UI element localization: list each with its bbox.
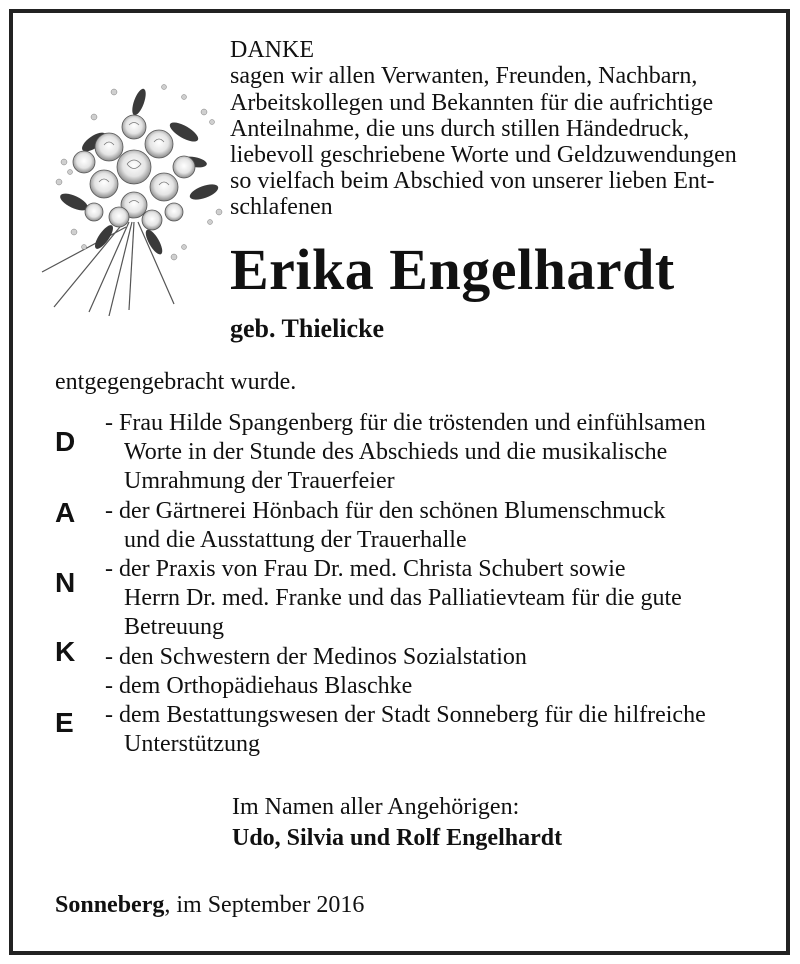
intro-line: schlafenen [230, 194, 333, 220]
continuation-text: entgegengebracht wurde. [55, 369, 297, 395]
signature-names: Udo, Silvia und Rolf Engelhardt [232, 825, 563, 851]
acrostic-letter-n: N [55, 567, 76, 598]
intro-line: liebevoll geschriebene Worte und Geldzuwendungen [230, 142, 737, 168]
intro-heading: DANKE [230, 37, 314, 63]
thanks-line: Herrn Dr. med. Franke und das Palliatievteam für die gute [124, 585, 682, 611]
thanks-line: Worte in der Stunde des Abschieds und die musikalische [124, 439, 668, 465]
acrostic-letter-k: K [55, 636, 76, 667]
acrostic-letter-e: E [55, 707, 74, 738]
thanks-line: - Frau Hilde Spangenberg für die tröstenden und einfühlsamen [105, 410, 706, 436]
thanks-line: Betreuung [124, 614, 224, 640]
thanks-line: - dem Bestattungswesen der Stadt Sonneberg für die hilfreiche [105, 702, 706, 728]
thanks-line: - der Praxis von Frau Dr. med. Christa Schubert sowie [105, 556, 626, 582]
thanks-line: - dem Orthopädiehaus Blaschke [105, 673, 413, 699]
thanks-line: und die Ausstattung der Trauerhalle [124, 527, 467, 553]
thanks-line: - der Gärtnerei Hönbach für den schönen Blumenschmuck [105, 498, 666, 524]
intro-line: Anteilnahme, die uns durch stillen Händedruck, [230, 116, 690, 142]
date: , im September 2016 [164, 892, 365, 918]
signature-intro: Im Namen aller Angehörigen: [232, 794, 520, 820]
intro-line: sagen wir allen Verwanten, Freunden, Nachbarn, [230, 63, 698, 89]
thanks-line: Unterstützung [124, 731, 260, 757]
intro-line: Arbeitskollegen und Bekannten für die aufrichtige [230, 90, 714, 116]
thanks-line: - den Schwestern der Medinos Sozialstation [105, 644, 527, 670]
place-date [55, 893, 364, 918]
place: Sonneberg [55, 892, 165, 918]
acrostic-letter-a: A [55, 497, 76, 528]
intro-line: so vielfach beim Abschied von unserer lieben Ent- [230, 168, 715, 194]
thanks-line: Umrahmung der Trauerfeier [124, 468, 395, 494]
acrostic-letter-d: D [55, 426, 76, 457]
flower-bouquet-image [34, 72, 228, 316]
deceased-name: Erika Engelhardt [230, 237, 675, 302]
birth-name: geb. Thielicke [230, 314, 385, 343]
